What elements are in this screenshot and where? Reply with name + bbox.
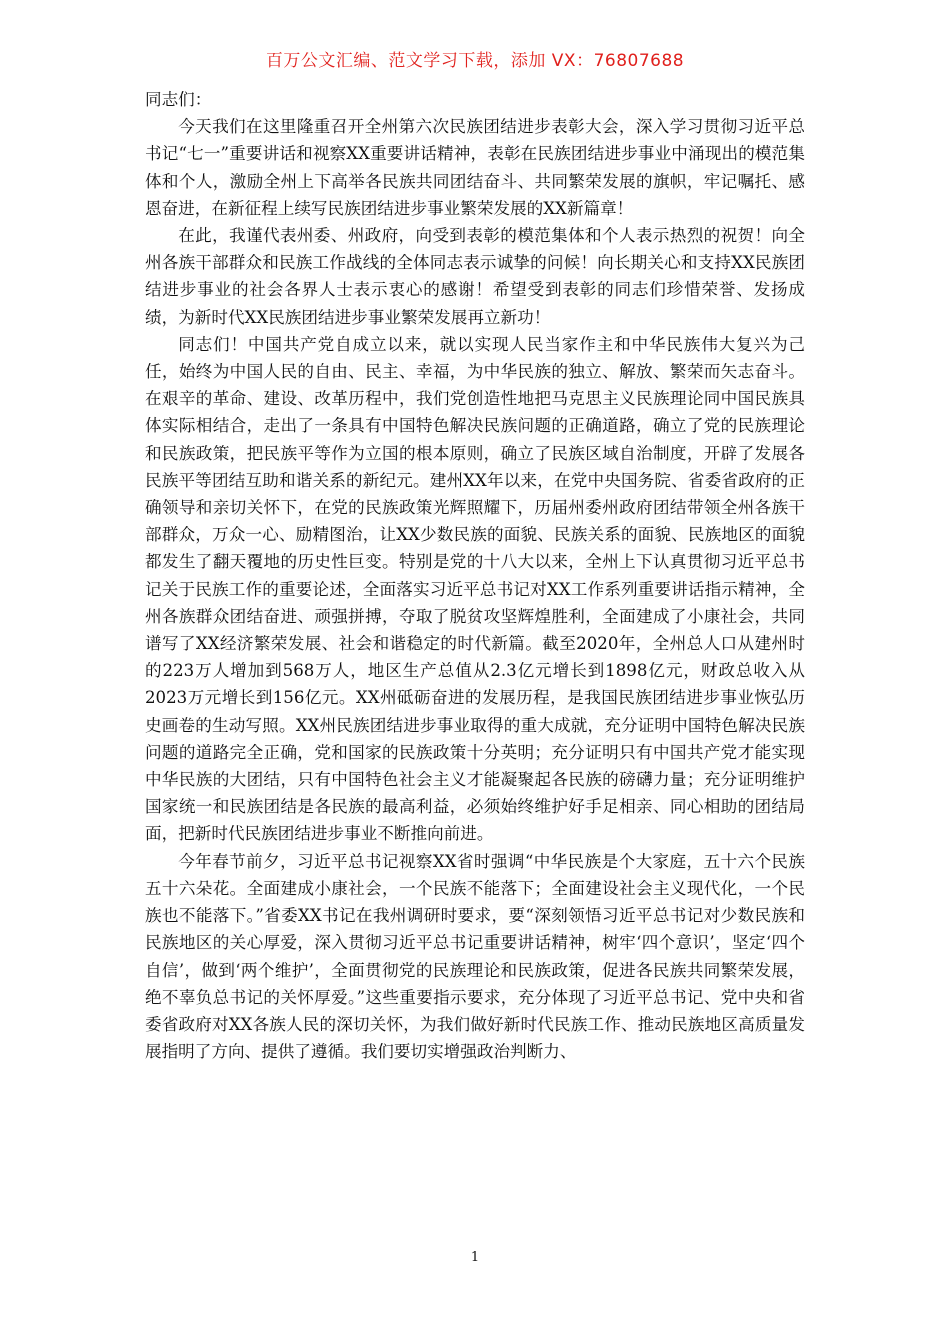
paragraph-congratulations: 在此，我谨代表州委、州政府，向受到表彰的模范集体和个人表示热烈的祝贺！向全州各族干部群众和民族工作战线的全体同志表示诚挚的问候！向长期关心和支持XX民族团结进步事业的社会各界人士表示衷心的感谢！希望受到表彰的同志们珍惜荣誉、发扬成绩，为新时代XX民族团结进步事业繁荣发展再立新功！	[145, 226, 805, 327]
speech-body	[145, 86, 805, 1065]
paragraph-instructions: 今年春节前夕，习近平总书记视察XX省时强调“中华民族是个大家庭，五十六个民族五十六朵花。全面建成小康社会，一个民族不能落下；全面建设社会主义现代化，一个民族也不能落下。”省委XX书记在我州调研时要求，要“深刻领悟习近平总书记对少数民族和民族地区的关心厚爱，深入贯彻习近平总书记重要讲话精神，树牢‘四个意识’，坚定‘四个自信’，做到‘两个维护’，全面贯彻党的民族理论和民族政策，促进各民族共同繁荣发展，绝不辜负总书记的关怀厚爱。”这些重要指示要求，充分体现了习近平总书记、党中央和省委省政府对XX各族人民的深切关怀，为我们做好新时代民族工作、推动民族地区高质量发展指明了方向、提供了遵循。我们要切实增强政治判断力、	[145, 851, 805, 1062]
salutation: 同志们：	[145, 90, 212, 109]
page-number: 1	[470, 1250, 480, 1265]
download-banner: 百万公文汇编、范文学习下载，添加 VX：76807688	[265, 51, 685, 71]
paragraph-opening: 今天我们在这里隆重召开全州第六次民族团结进步表彰大会，深入学习贯彻习近平总书记“七一”重要讲话和视察XX重要讲话精神，表彰在民族团结进步事业中涌现出的模范集体和个人，激励全州上下高举各民族共同团结奋斗、共同繁荣发展的旗帜，牢记嘱托、感恩奋进，在新征程上续写民族团结进步事业繁荣发展的XX新篇章！	[145, 117, 805, 218]
paragraph-history: 同志们！中国共产党自成立以来，就以实现人民当家作主和中华民族伟大复兴为己任，始终为中国人民的自由、民主、幸福，为中华民族的独立、解放、繁荣而矢志奋斗。在艰辛的革命、建设、改革历程中，我们党创造性地把马克思主义民族理论同中国民族具体实际相结合，走出了一条具有中国特色解决民族问题的正确道路，确立了党的民族理论和民族政策，把民族平等作为立国的根本原则，确立了民族区域自治制度，开辟了发展各民族平等团结互助和谐关系的新纪元。建州XX年以来，在党中央国务院、省委省政府的正确领导和亲切关怀下，在党的民族政策光辉照耀下，历届州委州政府团结带领全州各族干部群众，万众一心、励精图治，让XX少数民族的面貌、民族关系的面貌、民族地区的面貌都发生了翻天覆地的历史性巨变。特别是党的十八大以来，全州上下认真贯彻习近平总书记关于民族工作的重要论述，全面落实习近平总书记对XX工作系列重要讲话指示精神，全州各族群众团结奋进、顽强拼搏，夺取了脱贫攻坚辉煌胜利，全面建成了小康社会，共同谱写了XX经济繁荣发展、社会和谐稳定的时代新篇。截至2020年，全州总人口从建州时的223万人增加到568万人，地区生产总值从2.3亿元增长到1898亿元，财政总收入从2023万元增长到156亿元。XX州砥砺奋进的发展历程，是我国民族团结进步事业恢弘历史画卷的生动写照。XX州民族团结进步事业取得的重大成就，充分证明中国特色解决民族问题的道路完全正确，党和国家的民族政策十分英明；充分证明只有中国共产党才能实现中华民族的大团结，只有中国特色社会主义才能凝聚起各民族的磅礴力量；充分证明维护国家统一和民族团结是各民族的最高利益，必须始终维护好手足相亲、同心相助的团结局面，把新时代民族团结进步事业不断推向前进。	[145, 334, 805, 844]
